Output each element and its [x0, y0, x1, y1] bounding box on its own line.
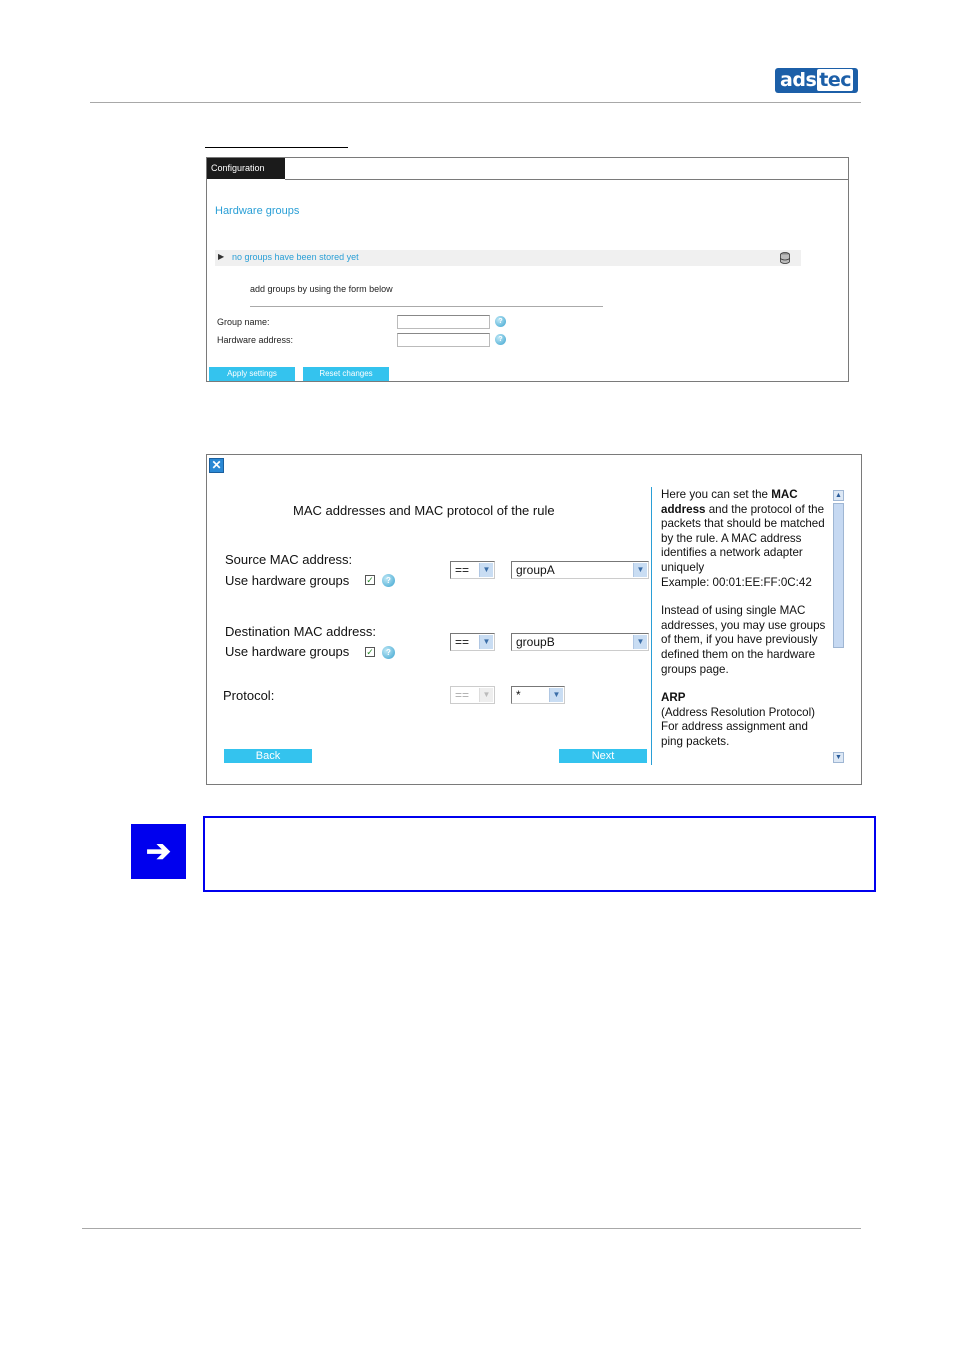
chevron-down-icon: ▼	[633, 635, 647, 649]
help-example: Example: 00:01:EE:FF:0C:42	[661, 575, 812, 589]
hint-divider	[250, 306, 603, 307]
logo-main-text: ads	[780, 69, 817, 91]
database-icon[interactable]	[780, 252, 790, 264]
scroll-thumb[interactable]	[833, 503, 844, 648]
chevron-down-icon: ▼	[549, 688, 563, 702]
header-rule	[90, 102, 861, 103]
protocol-operator-select	[450, 686, 495, 704]
source-group-value: groupA	[516, 563, 555, 577]
source-use-groups-label: Use hardware groups	[225, 573, 350, 588]
reset-changes-button[interactable]: Reset changes	[303, 367, 389, 381]
tab-configuration[interactable]: Configuration	[207, 158, 285, 179]
source-mac-label: Source MAC address:	[225, 552, 353, 567]
logo-accent-text: tec	[819, 69, 851, 91]
note-box	[203, 816, 876, 892]
destination-group-value: groupB	[516, 635, 555, 649]
help-divider	[651, 487, 652, 765]
destination-use-groups-label: Use hardware groups	[225, 644, 350, 659]
help-arp-title: ARP	[661, 691, 686, 705]
help-icon[interactable]: ?	[495, 334, 506, 345]
dialog-title: MAC addresses and MAC protocol of the rule	[293, 503, 555, 518]
chevron-down-icon: ▼	[479, 635, 493, 649]
chevron-down-icon: ▼	[479, 563, 493, 577]
add-groups-hint: add groups by using the form below	[250, 284, 393, 294]
mac-rule-dialog	[206, 454, 862, 785]
arrow-right-icon: ➔	[131, 824, 186, 879]
tab-rule	[285, 179, 848, 180]
group-name-input[interactable]	[397, 315, 490, 329]
destination-group-select[interactable]	[511, 633, 649, 651]
help-paragraph-mac	[661, 488, 833, 590]
hardware-address-label: Hardware address:	[217, 335, 294, 345]
heading-underline	[205, 147, 348, 148]
help-paragraph-groups: Instead of using single MAC addresses, you may use groups of them, if you have previously defined them on the hardware groups page.	[661, 604, 826, 676]
next-button[interactable]: Next	[559, 749, 647, 763]
destination-mac-label: Destination MAC address:	[225, 624, 377, 639]
protocol-select[interactable]	[511, 686, 565, 704]
help-panel	[661, 488, 833, 764]
source-use-groups-checkbox[interactable]: ✓	[366, 575, 374, 585]
chevron-down-icon: ▼	[479, 688, 493, 702]
protocol-label: Protocol:	[223, 688, 275, 703]
destination-use-groups-checkbox[interactable]: ✓	[366, 647, 374, 657]
groups-status-text: no groups have been stored yet	[232, 252, 359, 262]
help-text-bold: MAC address	[661, 488, 798, 516]
help-icon[interactable]: ?	[382, 646, 395, 659]
help-text: Here you can set the	[661, 488, 772, 501]
scroll-up-icon[interactable]: ▲	[833, 490, 844, 501]
help-scrollbar[interactable]	[833, 490, 844, 765]
source-operator-select[interactable]	[450, 561, 495, 579]
source-group-select[interactable]	[511, 561, 649, 579]
config-panel	[206, 157, 849, 382]
expand-arrow-icon[interactable]: ▶	[218, 252, 225, 261]
help-text: and the protocol of the packets that should be matched by the rule. A MAC address identifies a network adapter uniquely	[661, 502, 825, 574]
section-title: Hardware groups	[215, 205, 300, 217]
help-paragraph-arp	[661, 691, 833, 749]
footer-rule	[82, 1228, 861, 1229]
hardware-address-input[interactable]	[397, 333, 490, 347]
source-operator-value: ==	[455, 563, 470, 577]
protocol-operator-value: ==	[455, 688, 470, 702]
groups-list-row[interactable]	[215, 250, 801, 266]
scroll-down-icon[interactable]: ▼	[833, 752, 844, 763]
chevron-down-icon: ▼	[633, 563, 647, 577]
apply-settings-button[interactable]: Apply settings	[209, 367, 295, 381]
destination-operator-select[interactable]	[450, 633, 495, 651]
destination-operator-value: ==	[455, 635, 470, 649]
back-button[interactable]: Back	[224, 749, 312, 763]
ads-tec-logo	[775, 68, 858, 93]
help-icon[interactable]: ?	[495, 316, 506, 327]
protocol-value: *	[516, 688, 521, 702]
group-name-label: Group name:	[217, 317, 270, 327]
help-arp-body: (Address Resolution Protocol) For address assignment and ping packets.	[661, 705, 816, 748]
close-icon[interactable]: ✕	[209, 458, 224, 473]
help-icon[interactable]: ?	[382, 574, 395, 587]
